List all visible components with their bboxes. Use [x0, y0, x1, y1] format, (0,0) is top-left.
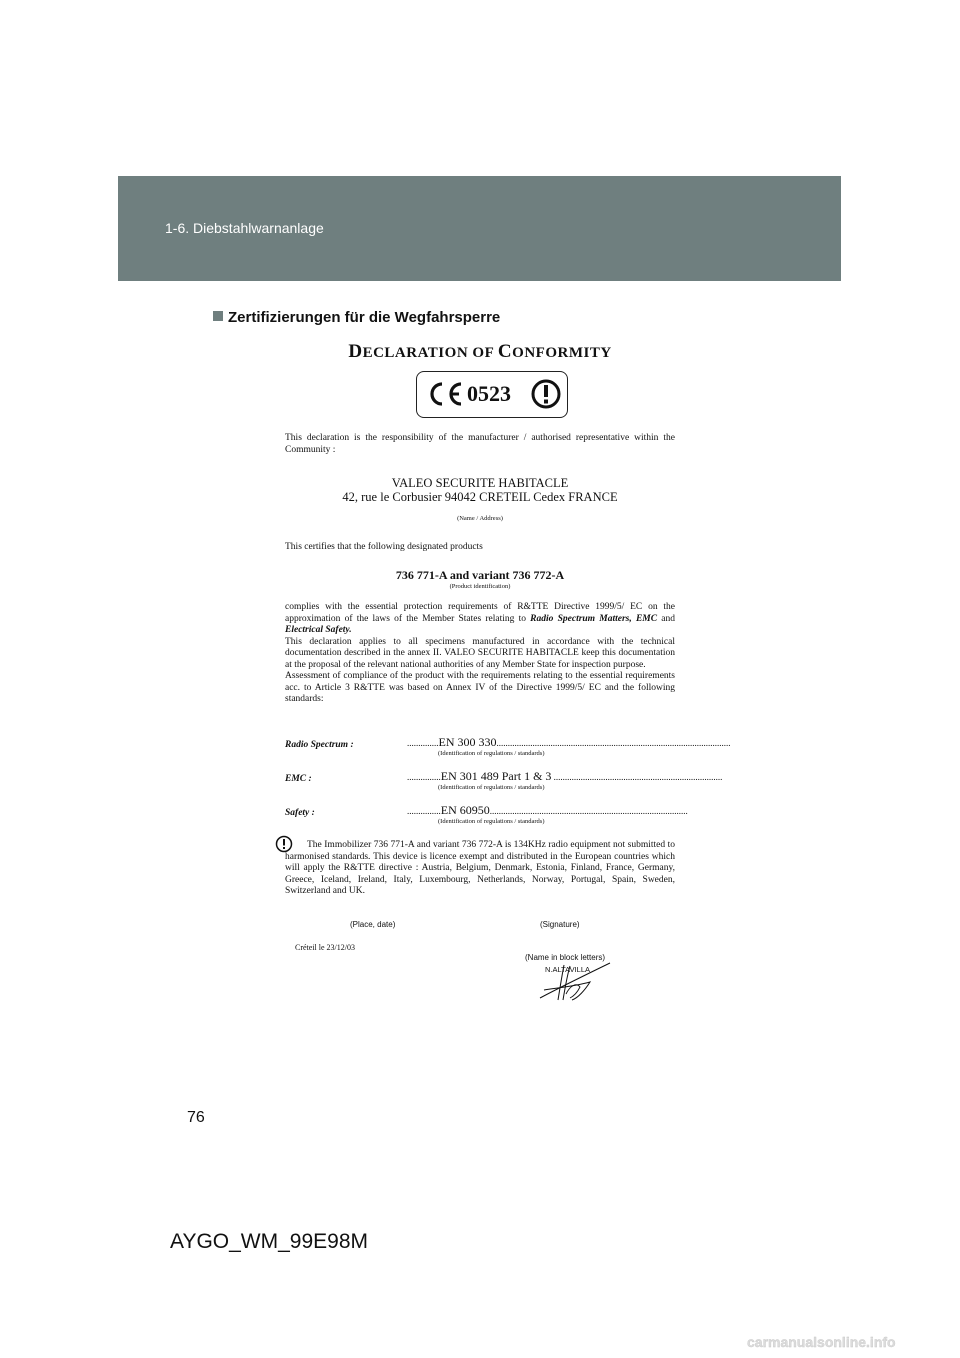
notice-paragraph: The Immobilizer 736 771-A and variant 736 772-A is 134KHz radio equipment not submitted to harmonised standards. This device is licence exempt and distributed in the European countries which will apply the R&TTE directive : Austria, Belgium, Denmark, Estonia, Finland, France, Germany, Greece, Iceland, Ireland, Italy, Luxembourg, Netherlands, Norway, Portugal, Spain, Sweden, Switzerland and UK. — [285, 840, 675, 896]
product-identification: 736 771-A and variant 736 772-A — [395, 568, 565, 582]
company-name: VALEO SECURITE HABITACLE — [391, 476, 569, 490]
compliance-emphasis-1: Radio Spectrum Matters, EMC — [530, 613, 658, 624]
standard-caption-emc: (Identification of regulations / standards) — [438, 784, 545, 791]
place-date-value: Créteil le 23/12/03 — [295, 943, 355, 952]
square-bullet-icon — [213, 311, 223, 321]
standard-value-safety: ...............EN 60950........................................................................................ — [407, 803, 688, 817]
compliance-text-4: Assessment of compliance of the product with the requirements relating to the essential requirements acc. to Article 3 R&TTE was based on Annex IV of the Directive 1999/5/ EC and the following standards: — [285, 671, 675, 704]
signer-name: N.ALTAVILLA — [545, 965, 591, 974]
certifies-line: This certifies that the following designated products — [285, 542, 483, 552]
page-number: 76 — [187, 1109, 205, 1126]
title-initial-2: C — [497, 341, 513, 362]
intro-paragraph: This declaration is the responsibility of the manufacturer / authorised representative within the Community : — [285, 433, 675, 455]
compliance-emphasis-2: Electrical Safety. — [285, 625, 352, 635]
place-date-label: (Place, date) — [350, 920, 396, 929]
address-caption: (Name / Address) — [457, 515, 503, 522]
title-initial-1: D — [348, 341, 363, 362]
company-address: 42, rue le Corbusier 94042 CRETEIL Cedex FRANCE — [342, 490, 618, 504]
section-title: 1-6. Diebstahlwarnanlage — [165, 220, 324, 236]
declaration-title — [0, 341, 960, 363]
svg-text:carmanualsonline.info: carmanualsonline.info — [747, 1334, 896, 1350]
standard-caption-safety: (Identification of regulations / standards) — [438, 818, 545, 825]
signature-label: (Signature) — [540, 920, 580, 929]
standard-caption-radio: (Identification of regulations / standards) — [438, 750, 545, 757]
standard-value-radio: ..............EN 300 330........................................................................................................ — [407, 735, 731, 749]
notified-body-number: 0523 — [467, 381, 511, 406]
title-part-1: ECLARATION OF — [362, 345, 498, 361]
standard-label-emc: EMC : — [285, 774, 312, 784]
standard-label-radio: Radio Spectrum : — [285, 740, 354, 750]
compliance-text-3: This declaration applies to all specimens manufactured in accordance with the technical documentation described in the annex II. VALEO SECURITE HABITACLE keep this documentation at the proposal of the relevant national authorities of any Member State for inspection purpose. — [285, 636, 675, 670]
compliance-paragraph — [285, 602, 675, 706]
title-part-2: ONFORMITY — [512, 345, 612, 361]
watermark-logo — [747, 1332, 952, 1352]
name-label: (Name in block letters) — [525, 953, 606, 962]
handwritten-signature — [530, 960, 620, 1005]
header-band — [118, 176, 841, 281]
document-code: AYGO_WM_99E98M — [170, 1230, 369, 1253]
compliance-text-1: complies with the essential protection requirements of R&TTE Directive 1999/5/ EC on the approximation of the laws of the Member States relating to — [285, 602, 675, 624]
standard-label-safety: Safety : — [285, 808, 315, 818]
standard-value-emc: ...............EN 301 489 Part 1 & 3 ........................................................................... — [407, 769, 723, 783]
alert-circle-icon — [530, 378, 562, 410]
subheading — [213, 309, 500, 326]
compliance-text-2: and — [657, 613, 675, 624]
ce-mark-icon — [425, 379, 465, 409]
ce-marking-box — [416, 371, 568, 418]
subheading-text: Zertifizierungen für die Wegfahrsperre — [228, 309, 501, 326]
product-caption: (Product identification) — [449, 583, 511, 590]
